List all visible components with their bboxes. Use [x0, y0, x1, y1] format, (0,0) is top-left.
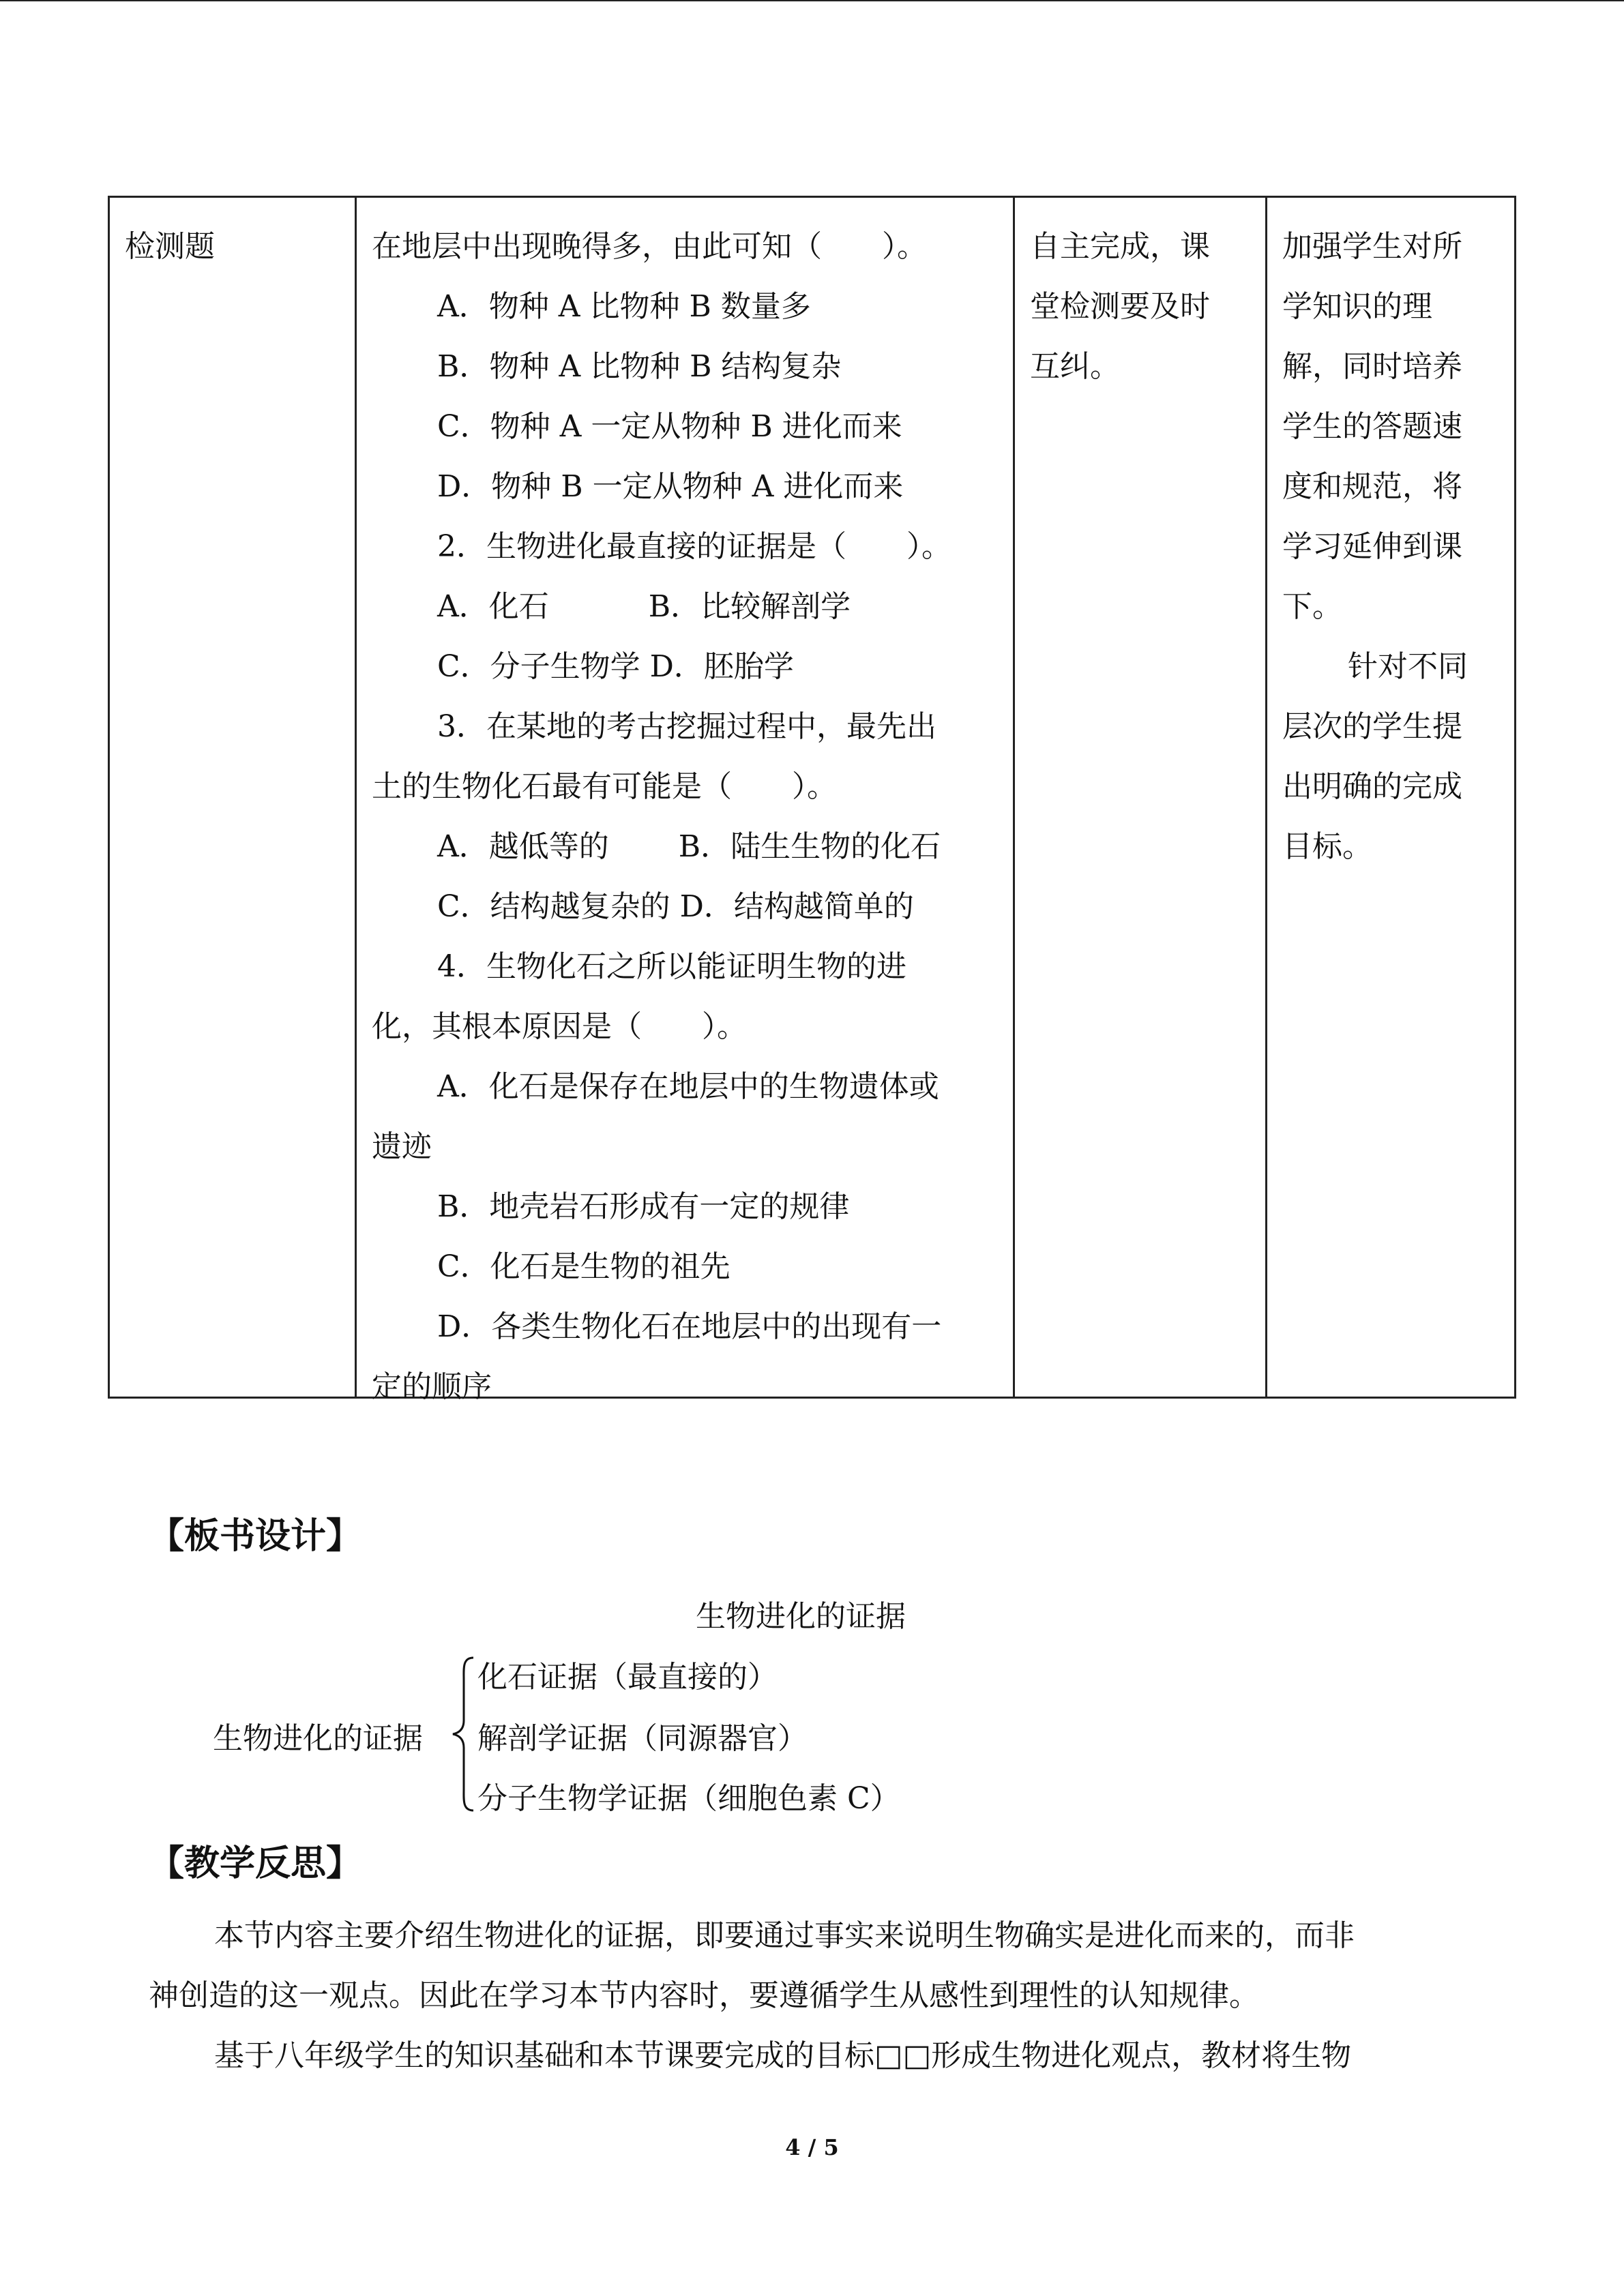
cell-line: 针对不同 — [1348, 649, 1468, 684]
board-branch: 分子生物学证据（细胞色素 C） — [477, 1781, 900, 1816]
reflection-paragraph — [149, 1906, 1486, 2086]
cell-line: A．越低等的 B．陆生生物的化石 — [437, 829, 941, 864]
cell-line: B．物种 A 比物种 B 结构复杂 — [437, 349, 842, 384]
cell-line: 在地层中出现晚得多，由此可知（ ）。 — [372, 229, 927, 264]
cell-line: 下。 — [1282, 589, 1342, 624]
cell-line: 出明确的完成 — [1282, 769, 1462, 804]
cell-line: D．物种 B 一定从物种 A 进化而来 — [437, 469, 904, 504]
cell-line: 定的顺序 — [372, 1369, 492, 1404]
board-branch: 解剖学证据（同源器官） — [477, 1721, 808, 1756]
cell-line: 堂检测要及时 — [1030, 289, 1210, 324]
table-cell-stage — [110, 198, 357, 1397]
cell-line: 化，其根本原因是（ ）。 — [372, 1009, 747, 1044]
reflection-line: 本节内容主要介绍生物进化的证据，即要通过事实来说明生物确实是进化而来的，而非 — [214, 1918, 1355, 1953]
cell-line: 土的生物化石最有可能是（ ）。 — [372, 769, 837, 804]
cell-line: A．化石 B．比较解剖学 — [437, 589, 851, 624]
cell-line: 解，同时培养 — [1282, 349, 1462, 384]
cell-line: C．物种 A 一定从物种 B 进化而来 — [437, 409, 902, 444]
stage-label: 检测题 — [125, 229, 215, 264]
cell-line: A．物种 A 比物种 B 数量多 — [437, 289, 811, 324]
board-root: 生物进化的证据 — [213, 1721, 423, 1756]
cell-line: 层次的学生提 — [1282, 709, 1462, 744]
page-number: 4 / 5 — [785, 2134, 839, 2160]
table-cell-questions — [357, 198, 1015, 1404]
board-title: 生物进化的证据 — [696, 1599, 906, 1634]
table-cell-design-intent — [1267, 198, 1518, 1397]
cell-line: C．化石是生物的祖先 — [437, 1249, 730, 1284]
cell-line: 学习延伸到课 — [1282, 529, 1462, 564]
cell-line: 2．生物进化最直接的证据是（ ）。 — [437, 529, 951, 564]
cell-line: 自主完成，课 — [1030, 229, 1210, 264]
board-branch: 化石证据（最直接的） — [477, 1660, 778, 1695]
reflection-line: 基于八年级学生的知识基础和本节课要完成的目标□□形成生物进化观点，教材将生物 — [214, 2038, 1352, 2073]
cell-line: 目标。 — [1282, 829, 1372, 864]
reflection-heading: 【教学反思】 — [149, 1843, 362, 1884]
reflection-line: 神创造的这一观点。因此在学习本节内容时，要遵循学生从感性到理性的认知规律。 — [149, 1978, 1259, 2013]
cell-line: B．地壳岩石形成有一定的规律 — [437, 1189, 850, 1224]
cell-line: 学知识的理 — [1282, 289, 1432, 324]
cell-line: C．分子生物学 D．胚胎学 — [437, 649, 794, 684]
board-design-heading: 【板书设计】 — [149, 1516, 362, 1557]
table-cell-student-activity — [1015, 198, 1267, 1397]
cell-line: 度和规范，将 — [1282, 469, 1462, 504]
cell-line: 遗迹 — [372, 1129, 432, 1164]
cell-line: 3．在某地的考古挖掘过程中，最先出 — [437, 709, 936, 744]
cell-line: 加强学生对所 — [1282, 229, 1462, 264]
cell-line: 学生的答题速 — [1282, 409, 1462, 444]
cell-line: 互纠。 — [1030, 349, 1120, 384]
cell-line: D．各类生物化石在地层中的出现有一 — [437, 1309, 942, 1344]
cell-line: 4．生物化石之所以能证明生物的进 — [437, 949, 906, 984]
cell-line: A．化石是保存在地层中的生物遗体或 — [437, 1069, 939, 1104]
cell-line: C．结构越复杂的 D．结构越简单的 — [437, 889, 914, 924]
curly-brace-icon — [450, 1652, 477, 1816]
lesson-table — [108, 196, 1516, 1404]
